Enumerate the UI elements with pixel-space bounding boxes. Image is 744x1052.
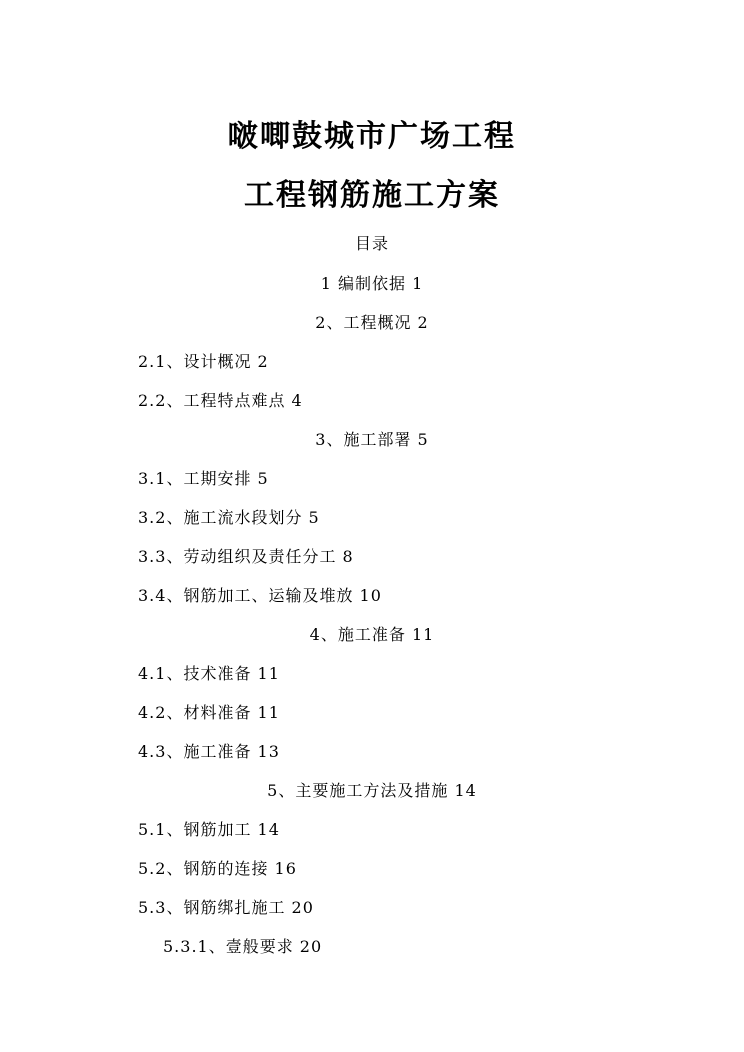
toc-item-4-1: 4.1、技术准备 11 bbox=[138, 664, 280, 683]
toc-item-2-2: 2.2、工程特点难点 4 bbox=[138, 391, 303, 410]
toc-heading: 目录 bbox=[354, 234, 389, 253]
document-subtitle: 工程钢筋施工方案 bbox=[244, 178, 500, 213]
toc-item-3-3: 3.3、劳动组织及责任分工 8 bbox=[138, 547, 354, 566]
toc-item-5-3-1: 5.3.1、壹般要求 20 bbox=[163, 937, 323, 956]
toc-item-3-4: 3.4、钢筋加工、运输及堆放 10 bbox=[138, 586, 382, 605]
toc-item-2: 2、工程概况 2 bbox=[315, 313, 429, 332]
toc-item-4: 4、施工准备 11 bbox=[309, 625, 435, 644]
toc-item-2-1: 2.1、设计概况 2 bbox=[138, 352, 269, 371]
toc-item-5-2: 5.2、钢筋的连接 16 bbox=[138, 859, 297, 878]
toc-item-3: 3、施工部署 5 bbox=[315, 430, 429, 449]
toc-item-5-1: 5.1、钢筋加工 14 bbox=[138, 820, 280, 839]
toc-item-1: 1 编制依据 1 bbox=[320, 274, 424, 293]
toc-item-4-3: 4.3、施工准备 13 bbox=[138, 742, 280, 761]
toc-item-3-2: 3.2、施工流水段划分 5 bbox=[138, 508, 320, 527]
toc-item-5-3: 5.3、钢筋绑扎施工 20 bbox=[138, 898, 314, 917]
toc-item-5: 5、主要施工方法及措施 14 bbox=[267, 781, 477, 800]
toc-item-4-2: 4.2、材料准备 11 bbox=[138, 703, 280, 722]
document-title: 啵唧鼓城市广场工程 bbox=[228, 119, 516, 154]
toc-item-3-1: 3.1、工期安排 5 bbox=[138, 469, 269, 488]
